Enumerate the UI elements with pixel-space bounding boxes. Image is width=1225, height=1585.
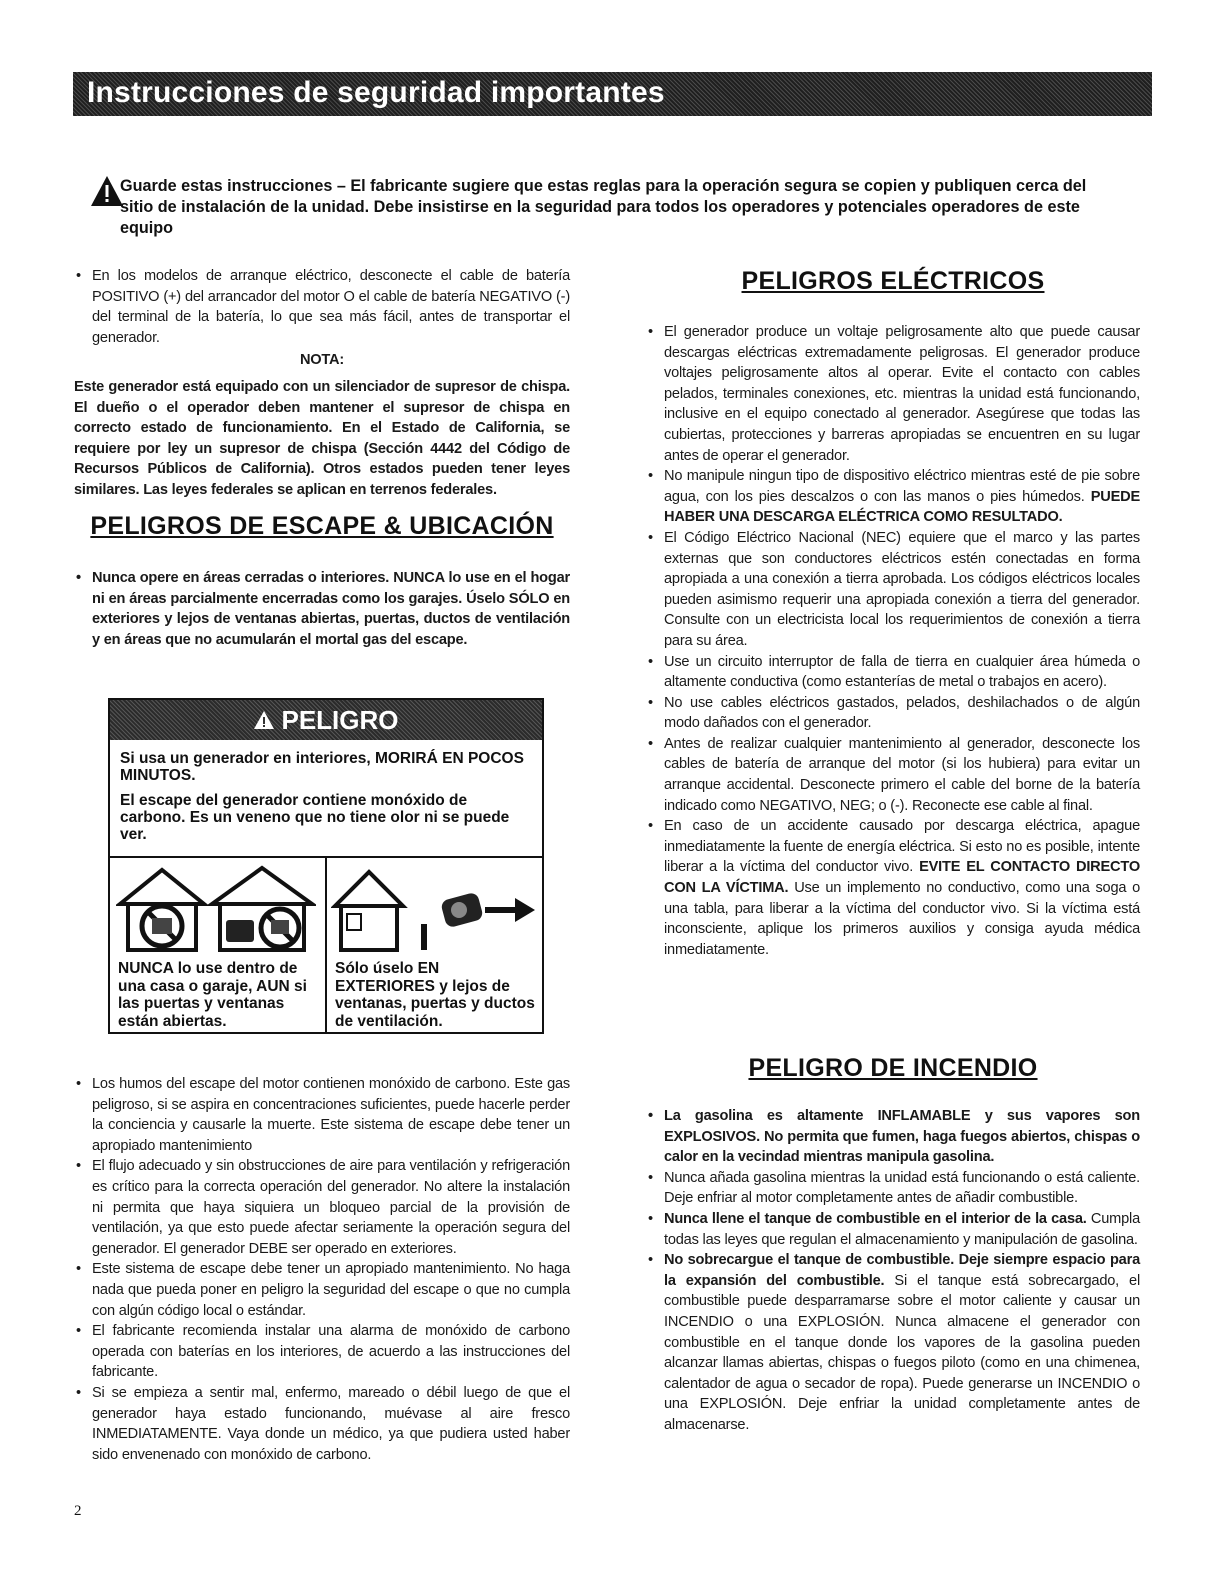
left-column-top <box>74 266 570 501</box>
list-item-emphasis: PUEDE HABER UNA DESCARGA ELÉCTRICA COMO RESULTADO. <box>664 488 1140 526</box>
list-item: • Nunca opere en áreas cerradas o interiores. NUNCA lo use en el hogar ni en áreas parcialmente encerradas como los garajes. Úselo SÓLO en exteriores y lejos de ventanas abiertas, puertas, ductos de ventilación y en áreas que no acumularán el mortal gas del escape. <box>74 568 570 650</box>
list-item-text: Cumpla todas las leyes que regulan el almacenamiento y manipulación de gasolina. <box>664 1210 1141 1248</box>
list-item: • El fabricante recomienda instalar una alarma de monóxido de carbono operada con baterías en los interiores, de acuerdo a las instrucciones del fabricante. <box>74 1321 570 1383</box>
list-item <box>646 1250 1140 1435</box>
note-label: NOTA: <box>299 352 345 369</box>
header-banner <box>73 72 1152 116</box>
no-indoor-house-icon <box>116 864 316 954</box>
danger-illustrations <box>110 856 542 1034</box>
page-number: 2 <box>74 1503 82 1519</box>
danger-header <box>110 700 542 740</box>
list-item: • El Código Eléctrico Nacional (NEC) equiere que el marco y las partes externas que son conductores eléctricos estén conectadas en forma apropiada a una conexión a tierra aprobada. Los códigos eléctricos locales pueden asimismo requerir una apropiada conexión a tierra del generador. Consulte con un electricista local los requerimientos de conexión a tierra para su área. <box>646 528 1140 652</box>
intro-notice: Guarde estas instrucciones – El fabricante sugiere que estas reglas para la operación segura se copien y publiquen cerca del sitio de instalación de la unidad. Debe insistirse en la seguridad para todos los operadores y potenciales operadores de este equipo <box>120 177 1087 237</box>
list-item-emphasis: Nunca llene el tanque de combustible en el interior de la casa. <box>664 1210 1087 1227</box>
list-item: • No use cables eléctricos gastados, pelados, deshilachados o de algún modo dañados con el generador. <box>646 693 1140 734</box>
list-item: • En los modelos de arranque eléctrico, desconecte el cable de batería POSITIVO (+) del arrancador del motor O el cable de batería NEGATIVO (-) del terminal de la batería, lo que sea más fácil, antes de transportar el generador. <box>74 266 570 348</box>
indoor-panel <box>110 858 327 1034</box>
list-item-text: No manipule ningun tipo de dispositivo eléctrico mientras esté de pie sobre agua, con los pies descalzos o con las manos o pies húmedos. <box>664 468 1140 505</box>
page-title: Instrucciones de seguridad importantes <box>87 76 665 109</box>
list-item-text: Use un implemento no conductivo, como una soga o una tabla, para liberar a la víctima del conductor vivo. Si la víctima está inconsciente, aplique los primeros auxilios y consiga ayuda médica inmediatamente. <box>664 880 1141 958</box>
list-item <box>646 466 1140 528</box>
note-text: Este generador está equipado con un silenciador de supresor de chispa. El dueño o el operador deben mantener el supresor de chispa en correcto estado de funcionamiento. En el Estado de California, se requiere por ley un supresor de chispa (Sección 4442 del Código de Recursos Públicos de California). Otros estados pueden tener leyes similares. Las leyes federales se aplican en terrenos federales. <box>74 378 570 498</box>
danger-box <box>108 698 544 1034</box>
list-item-emphasis: No sobrecargue el tanque de combustible. Deje siempre espacio para la expansión del combustible. <box>664 1252 1140 1289</box>
list-item-text: En caso de un accidente causado por descarga eléctrica, apague inmediatamente la fuente de energía eléctrica. Si esto no es posible, intente liberar a la víctima del conductor vivo. <box>664 818 1140 876</box>
danger-line-2: El escape del generador contiene monóxido de carbono. Es un veneno que no tiene olor ni se puede ver. <box>120 792 510 843</box>
list-item: • Nunca añada gasolina mientras la unidad está funcionando o está caliente. Deje enfriar al motor completamente antes de añadir combustible. <box>646 1168 1140 1209</box>
list-item: • Los humos del escape del motor contienen monóxido de carbono. Este gas peligroso, si se aspira en concentraciones suficientes, puede hacerle perder la conciencia y causarle la muerte. Este sistema de escape debe tener un apropiado mantenimiento <box>74 1074 570 1156</box>
list-item: • El generador produce un voltaje peligrosamente alto que puede causar descargas eléctricas extremadamente peligrosas. El generador produce voltajes peligrosamente altos al operar. Evite el contacto con cables pelados, terminales conexiones, etc. mientras la unidad está funcionando, inclusive en el equipo conectado al generador. Asegúrese que todas las cubiertas, protecciones y barreras apropiadas se encuentren en su lugar antes de operar el generador. <box>646 322 1140 466</box>
section-title-fire: PELIGRO DE INCENDIO <box>748 1054 1038 1082</box>
list-item: • El flujo adecuado y sin obstrucciones de aire para ventilación y refrigeración es crítico para la correcta operación del generador. No altere la instalación ni permita que haya siquiera un bloqueo parcial de la provisión de ventilación, ya que esto puede afectar seriamente la operación segura del generador. El generador DEBE ser operado en exteriores. <box>74 1156 570 1259</box>
generator-arrow-icon <box>439 888 539 938</box>
list-item <box>646 1209 1140 1250</box>
list-item-emphasis: EVITE EL CONTACTO DIRECTO CON LA VÍCTIMA. <box>664 859 1141 897</box>
section-title-electrical: PELIGROS ELÉCTRICOS <box>741 267 1045 295</box>
danger-title: PELIGRO <box>281 705 399 735</box>
list-item-text: Si el tanque está sobrecargado, el combustible puede desparramarse sobre el motor caliente y causar un INCENDIO o una EXPLOSIÓN. Nunca almacene el generador con combustible en el tanque donde los vapores de la gasolina pueden alcanzar llamas abiertas, chispas o fuegos piloto (como en una chimenea, calentador de agua o secador de ropa). Puede generarse un INCENDIO o una EXPLOSIÓN. Deje enfriar la unidad completamente antes de almacenarse. <box>664 1272 1141 1433</box>
fire-hazards <box>646 1106 1140 1436</box>
electrical-hazards <box>646 322 1140 960</box>
list-item: • Este sistema de escape debe tener un apropiado mantenimiento. No haga nada que pueda poner en peligro la seguridad del escape o que no cumpla con algún código local o estándar. <box>74 1259 570 1321</box>
indoor-warning-text: NUNCA lo use dentro de una casa o garaje, AUN si las puertas y ventanas están abiertas. <box>118 960 307 1030</box>
list-item: • La gasolina es altamente INFLAMABLE y sus vapores son EXPLOSIVOS. No permita que fumen, haga fuegos abiertos, chispas o calor en la vecindad mientras manipula gasolina. <box>646 1106 1140 1168</box>
outdoor-instruction-text: Sólo úselo EN EXTERIORES y lejos de ventanas, puertas y ductos de ventilación. <box>335 960 535 1030</box>
list-item <box>646 816 1140 960</box>
warning-triangle-icon <box>90 174 124 208</box>
danger-line-1: Si usa un generador en interiores, MORIRÁ EN POCOS MINUTOS. <box>120 750 524 784</box>
danger-text <box>110 740 542 843</box>
list-item: • Use un circuito interruptor de falla de tierra en cualquier área húmeda o altamente conductiva (como estanterías de metal o trabajos en acero). <box>646 652 1140 693</box>
section-title-exhaust: PELIGROS DE ESCAPE & UBICACIÓN <box>90 512 554 540</box>
exhaust-warning <box>74 568 570 650</box>
left-column-bottom <box>74 1074 570 1465</box>
list-item: • Si se empieza a sentir mal, enfermo, mareado o débil luego de que el generador haya estado funcionando, muévase al aire fresco INMEDIATAMENTE. Vaya donde un médico, ya que pudiera usted haber sido envenenado con monóxido de carbono. <box>74 1383 570 1465</box>
outdoor-panel <box>327 858 542 1034</box>
list-item: • Antes de realizar cualquier mantenimiento al generador, desconecte los cables de batería de arranque del motor (si los hubiera) para evitar un arranque accidental. Desconecte primero el cable del borne de la batería indicado como NEGATIVO, NEG; o (-). Reconecte ese cable al final. <box>646 734 1140 816</box>
warning-triangle-icon <box>253 710 275 730</box>
